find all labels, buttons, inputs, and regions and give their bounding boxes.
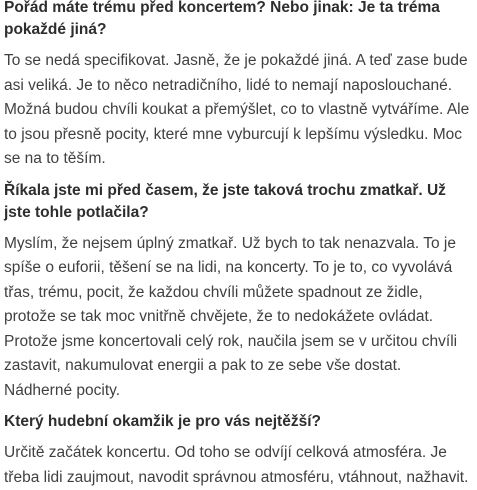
qa-block-1 <box>4 0 471 172</box>
qa-block-3 <box>4 411 471 490</box>
interview-answer: Určitě začátek koncertu. Od toho se odvíjí celková atmosféra. Je třeba lidi zaujmout, navodit správnou atmosféru, vtáhnout, nažhavit. <box>4 444 469 486</box>
interview-question: Pořád máte trému před koncertem? Nebo jinak: Je ta tréma pokaždé jiná? <box>4 0 440 38</box>
interview-question: Říkala jste mi před časem, že jste taková trochu zmatkař. Už jste tohle potlačila? <box>4 181 446 221</box>
interview-question: Který hudební okamžik je pro vás nejtěžší? <box>4 413 321 430</box>
qa-block-2 <box>4 180 471 404</box>
interview-answer: Myslím, že nejsem úplný zmatkař. Už bych to tak nenazvala. To je spíše o euforii, těšení se na lidi, na koncerty. To je to, co vyvolává třas, trému, pocit, že každou chvíli můžete spadnout ze židle, protože se tak moc vnitřně chvějete, že to nedokážete ovládat. Protože jsme koncertovali celý rok, naučila jsem se v určitou chvíli zastavit, nakumulovat energii a pak to ze sebe vše dostat. Nádherné pocity. <box>4 234 458 399</box>
interview-answer: To se nedá specifikovat. Jasně, že je pokaždé jiná. A teď zase bude asi veliká. Je to něco netradičního, lidé to nemají naposlouchané. Možná budou chvíli koukat a přemýšlet, co to vlastně vytváříme. Ale to jsou přesně pocity, které mne vyburcují k lepšímu výsledku. Moc se na to těším. <box>4 52 470 167</box>
